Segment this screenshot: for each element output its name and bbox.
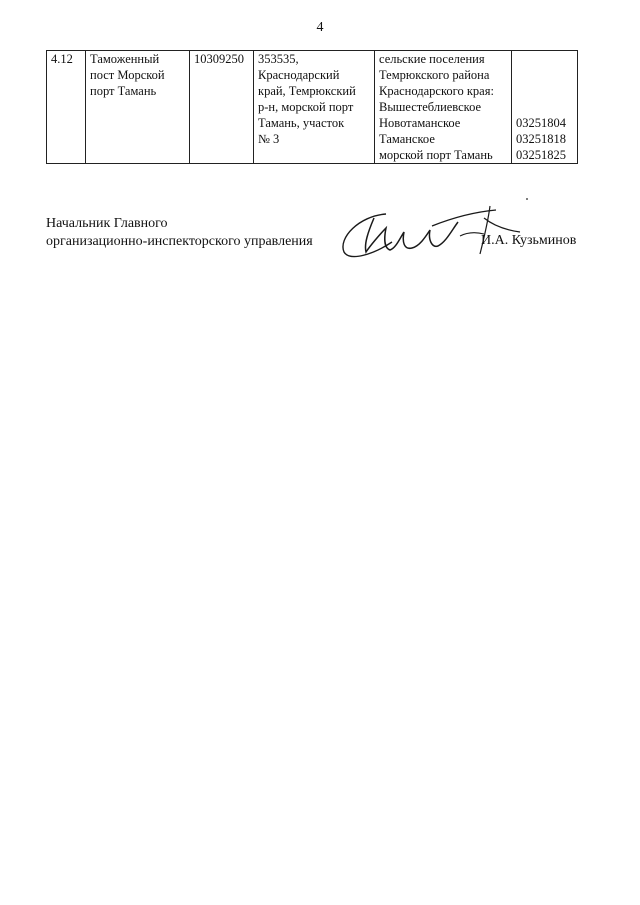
address-line: 353535,	[258, 52, 299, 66]
handwritten-signature	[334, 196, 524, 266]
signatory-title-line: Начальник Главного	[46, 216, 168, 231]
area-line: Темрюкского района	[379, 68, 490, 82]
area-line: морской порт Тамань	[379, 148, 493, 162]
area-line: Новотаманское	[379, 116, 461, 130]
address-line: Краснодарский	[258, 68, 340, 82]
post-name-line: пост Морской	[90, 68, 165, 82]
address-cell	[254, 51, 375, 164]
address-line: № 3	[258, 132, 280, 146]
okato-code: 03251825	[516, 148, 566, 162]
address-line: р-н, морской порт	[258, 100, 354, 114]
signatory-name: И.А. Кузьминов	[481, 233, 577, 248]
area-line: сельские поселения	[379, 52, 485, 66]
post-name-cell	[86, 51, 190, 164]
area-line: Краснодарского края:	[379, 84, 494, 98]
row-number-cell: 4.12	[47, 51, 86, 164]
okato-code: 03251804	[516, 116, 566, 130]
address-line: Тамань, участок	[258, 116, 345, 130]
okato-codes-cell	[512, 51, 578, 164]
scan-speck	[526, 198, 528, 200]
service-area-cell	[375, 51, 512, 164]
customs-posts-table	[46, 50, 578, 164]
signatory-title-line: организационно-инспекторского управления	[46, 234, 313, 249]
area-line: Вышестеблиевское	[379, 100, 482, 114]
post-name-line: Таможенный	[90, 52, 160, 66]
okato-code: 03251818	[516, 132, 566, 146]
area-line: Таманское	[379, 132, 435, 146]
address-line: край, Темрюкский	[258, 84, 356, 98]
table-row	[47, 51, 578, 164]
signatory-title	[46, 215, 313, 251]
page-number: 4	[316, 20, 324, 35]
post-name-line: порт Тамань	[90, 84, 157, 98]
post-code-cell: 10309250	[190, 51, 254, 164]
